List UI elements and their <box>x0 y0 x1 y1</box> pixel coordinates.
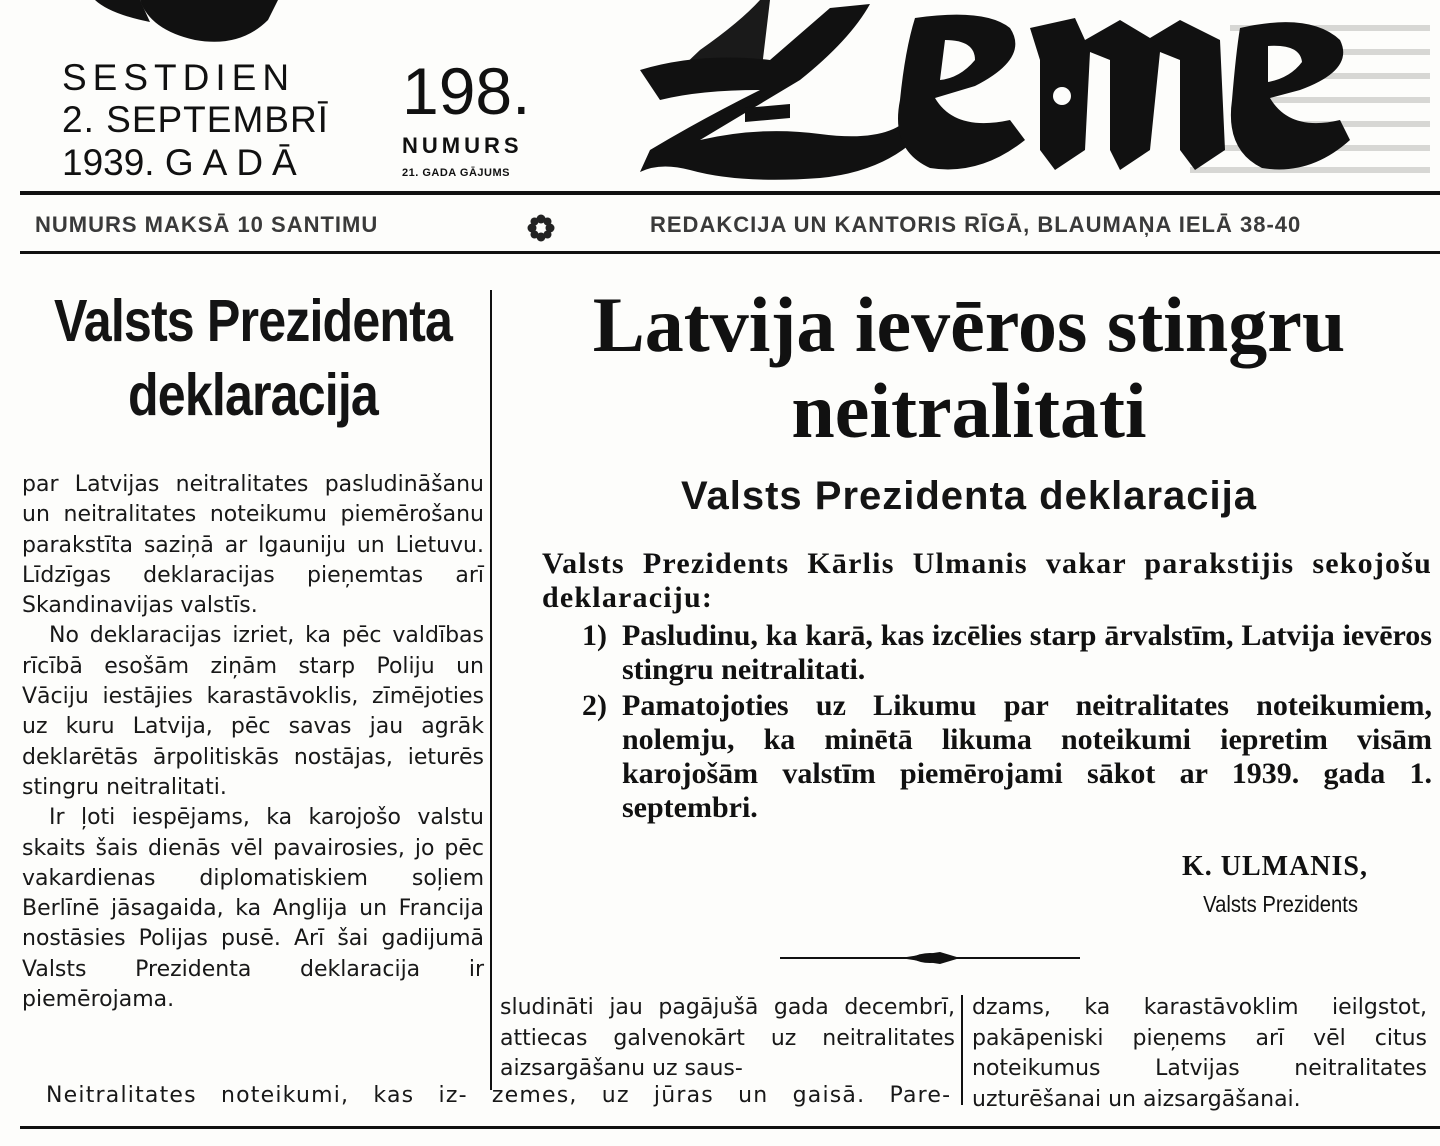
main-headline <box>498 282 1440 454</box>
signature-name: K. ULMANIS, <box>1181 851 1368 882</box>
continuation-middle-text: sludināti jau pagājušā gada decembrī, attiecas galvenokārt uz neitralitates aizsargāšanu uz saus- <box>500 995 955 1081</box>
declaration-item-2 <box>582 689 1432 825</box>
continuation-right-column <box>972 993 1427 1115</box>
declaration-item-1-text: Pasludinu, ka karā, kas izcēlies starp ārvalstīm, Latvija ievēros stingru neitralitati. <box>622 619 1432 686</box>
declaration-item-2-number: 2) <box>582 689 607 722</box>
left-article-headline <box>53 284 453 432</box>
declaration-intro: Valsts Prezidents Kārlis Ulmanis vakar parakstijis sekojošu deklaraciju: <box>542 547 1432 614</box>
office-address-strip: REDAKCIJA UN KANTORIS RĪGĀ, BLAUMAŅA IELĀ 38-40 <box>650 212 1302 237</box>
signature-title: Valsts Prezidents <box>1203 891 1358 917</box>
left-headline-line2: deklaracija <box>128 362 378 428</box>
left-article-body <box>22 470 484 1015</box>
continuation-bottom-line: Neitralitates noteikumi, kas iz- zemes, uz jūras un gaisā. Pare- <box>46 1083 952 1108</box>
left-paragraph-2: No deklaracijas izriet, ka pēc valdības rīcībā esošām ziņām starp Poliju un Vāciju iestājies karastāvoklis, zīmējoties uz kuru Latvija, pēc savas jau agrāk deklarētās ārpolitiskās nostājas, ieturēs stingru neitralitati. <box>22 623 484 800</box>
main-subheadline: Valsts Prezidenta deklaracija <box>681 474 1257 518</box>
issue-volume: 21. GADA GĀJUMS <box>402 167 510 179</box>
continuation-middle-column <box>500 993 955 1085</box>
left-paragraph-3: Ir ļoti iespējams, ka karojošo valstu skaits šais dienās vēl pavairosies, jo pēc vakardienas diplomatiskiem soļiem Berlīnē jāsagaida, ka Anglija un Francija nostāsies Polijas pusē. Arī šai gadijumā Valsts Prezidenta deklaracija ir piemērojama. <box>22 805 484 1013</box>
issue-number: 198. <box>402 54 531 128</box>
bottom-column-divider <box>961 995 963 1105</box>
issue-year-word: GADĀ <box>164 142 306 183</box>
issue-year-line <box>62 143 306 183</box>
page-bottom-rule <box>20 1126 1440 1129</box>
issue-weekday: SESTDIEN <box>62 57 296 98</box>
issue-date: 2. SEPTEMBRĪ <box>62 99 329 140</box>
column-divider <box>490 290 492 1090</box>
issue-year-value: 1939. <box>62 142 155 183</box>
declaration-item-1-number: 1) <box>582 619 607 652</box>
declaration-item-2-text: Pamatojoties uz Likumu par neitralitates noteikumiem, nolemju, ka minētā likuma noteikumi iepretim visām karojošām valstīm piemērojami sākot ar 1939. gada 1. septembri. <box>622 689 1432 824</box>
continuation-right-text: dzams, ka karastāvoklim ieilgstot, pakāpeniski pieņems arī vēl citus noteikumus Latvijas neitralitates uzturēšanai un aizsargāšanai. <box>972 995 1427 1112</box>
issue-number-label: NUMURS <box>402 133 523 158</box>
section-ornament <box>780 938 1080 978</box>
main-headline-line1: Latvija ievēros stingru <box>592 281 1346 368</box>
main-headline-line2: neitralitati <box>791 367 1147 454</box>
price-strip: NUMURS MAKSĀ 10 SANTIMU <box>35 212 379 237</box>
masthead-rule <box>20 191 1440 195</box>
strip-rule <box>20 251 1440 254</box>
declaration-item-1 <box>582 619 1432 687</box>
left-paragraph-1: par Latvijas neitralitates pasludināšanu un neitralitates noteikumu piemērošanu parakstīta saziņā ar Igauniju un Lietuvu. Līdzīgas deklaracijas pieņemtas arī Skandinavijas valstīs. <box>22 472 484 619</box>
left-headline-line1: Valsts Prezidenta <box>53 288 453 354</box>
flower-icon <box>527 214 555 242</box>
